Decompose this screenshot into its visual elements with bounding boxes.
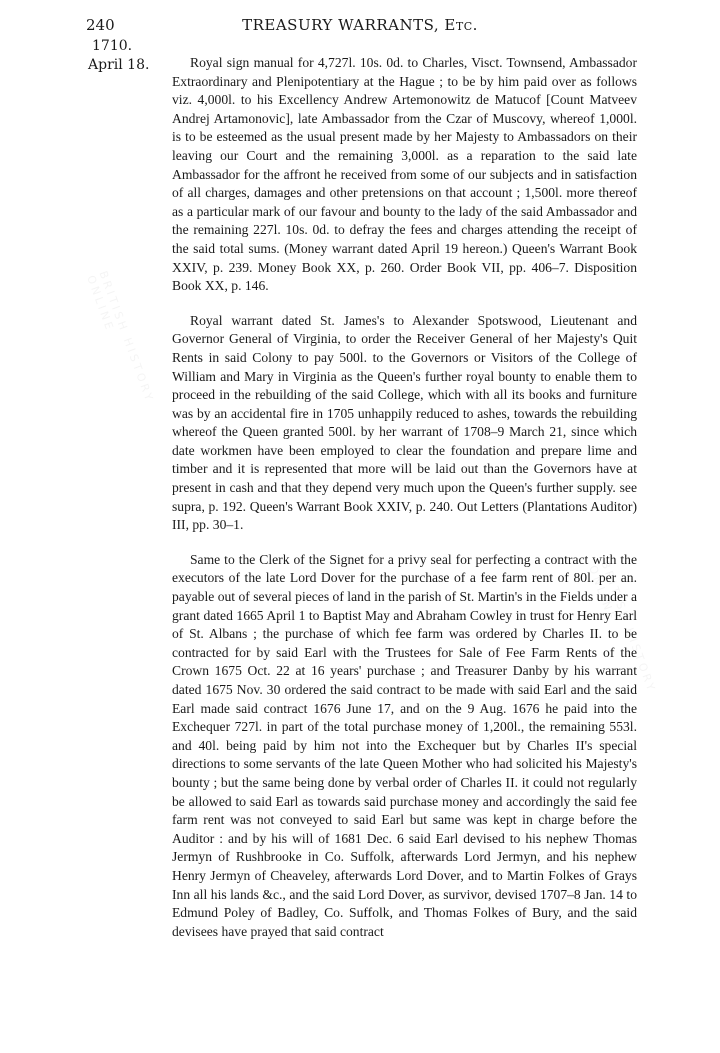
margin-year: 1710.	[92, 38, 133, 54]
page-number: 240	[86, 16, 115, 34]
running-head: TREASURY WARRANTS, Etc.	[242, 16, 478, 34]
paragraph-royal-warrant	[172, 312, 637, 535]
paragraph-text: Royal warrant dated St. James's to Alexander Spotswood, Lieutenant and Governor General of Virginia, to order the Receiver General of her Majesty's Quit Rents in said Colony to pay 500l. to the Governors or Visitors of the College of William and Mary in Virginia as the Queen's further royal bounty to enable them to proceed in the rebuilding of the said College, which with all its books and furniture was by an accidental fire in 1705 unhappily reduced to ashes, towards the rebuilding whereof the Queen granted 500l. by her warrant of 1708–9 March 21, since which date workmen have been employed to clear the foundation and prepare lime and timber and it is represented that more will be laid out than the Governors have at present in cash and that they depend very much upon the Queen's further supply. see supra, p. 192. Queen's Warrant Book XXIV, p. 240. Out Letters (Plantations Auditor) III, pp. 30–1.	[172, 312, 637, 533]
paragraph-text: Royal sign manual for 4,727l. 10s. 0d. to Charles, Visct. Townsend, Ambassador Extraordinary and Plenipotentiary at the Hague ; to be by him paid over as follows viz. 4,000l. to his Excellency Andrew Artemonowitz de Matucof [Count Matveev Andrej Artamonovic], late Ambassador from the Czar of Muscovy, whereof 1,000l. is to be esteemed as the usual present made by her Majesty to Ambassadors on their leaving our Court and the remaining 3,000l. as a reparation to the said late Ambassador for the affront he received from some of our subjects and in satisfaction of all charges, damages and other pretensions on that account ; 1,500l. more thereof as a particular mark of our favour and bounty to the lady of the said Ambassador and the remaining 227l. 10s. 0d. to defray the fees and charges attending the receipt of the said total sums. (Money warrant dated April 19 hereon.) Queen's Warrant Book XXIV, p. 239. Money Book XX, p. 260. Order Book VII, pp. 406–7. Disposition Book XX, p. 146.	[172, 55, 637, 294]
watermark-left	[71, 269, 177, 471]
paragraph-privy-seal	[172, 551, 637, 941]
margin-date: April 18.	[88, 57, 150, 73]
paragraph-text: Same to the Clerk of the Signet for a privy seal for perfecting a contract with the executors of the late Lord Dover for the purchase of a fee farm rent of 80l. per an. payable out of several pieces of land in the parish of St. Martin's in the Fields under a grant dated 1665 April 1 to Baptist May and Abraham Cowley in trust for Henry Earl of St. Albans ; the purchase of which fee farm was ordered by Charles II. to be contracted for by said Earl with the Trustees for Sale of Fee Farm Rents of the Crown 1675 Oct. 22 at 16 years' purchase ; and Treasurer Danby by his warrant dated 1675 Nov. 30 ordered the said contract to be made with said Earl and the said Earl made said contract 1676 June 17, and on the 9 Aug. 1676 he paid into the Exchequer 727l. in part of the total purchase money of 1,200l., the remaining 553l. and 40l. being paid by him not into the Exchequer but by Charles II's special directions to some servants of the late Queen Mother who had solicited his Majesty's bounty ; but the same being done by verbal order of Charles II. it could not regularly be allowed to said Earl as towards said purchase money and accordingly the said fee farm rent was not conveyed to said Earl but same was kept in charge before the Auditor : and by his will of 1681 Dec. 6 said Earl devised to his nephew Thomas Jermyn of Rushbrooke in Co. Suffolk, afterwards Lord Jermyn, and his nephew Henry Jermyn of Cheaveley, afterwards Lord Dover, and to Martin Folkes of Grays Inn all his lands &c., and the said Lord Dover, as survivor, devised 1707–8 Jan. 14 to Edmund Poley of Badley, Co. Suffolk, and Thomas Folkes of Bury, and the said devisees have prayed that said contract	[172, 551, 637, 939]
body-text	[172, 54, 637, 941]
paragraph-sign-manual	[172, 54, 637, 296]
